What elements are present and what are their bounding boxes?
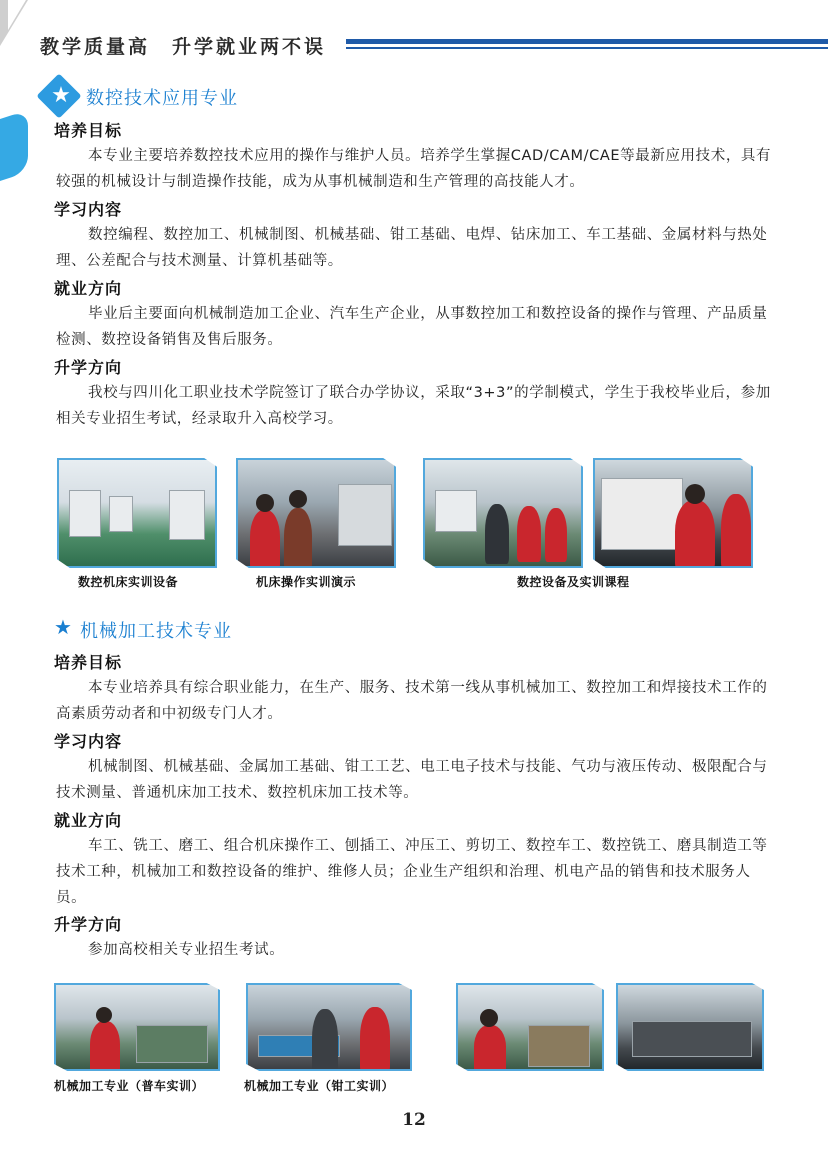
section1-heading-goal: 培养目标: [54, 121, 123, 140]
section1-heading-content: 学习内容: [54, 200, 123, 219]
section2-heading-content: 学习内容: [54, 732, 123, 751]
caption-cnc-equipment: 数控机床实训设备: [78, 575, 179, 589]
section1-title: 数控技术应用专业: [86, 88, 238, 109]
caption-lathe-training: 机械加工专业（普车实训）: [54, 1079, 205, 1093]
photo-workshop-1: [456, 983, 604, 1071]
photo-workshop-2: [616, 983, 764, 1071]
photo-cnc-equipment: [57, 458, 217, 568]
section1-text-further-study: 我校与四川化工职业技术学院签订了联合办学协议，采取“3+3”的学制模式，学生于我校毕业后，参加相关专业招生考试，经录取升入高校学习。: [56, 385, 771, 427]
section2-text-content: 机械制图、机械基础、金属加工基础、钳工工艺、电工电子技术与技能、气功与液压传动、极限配合与技术测量、普通机床加工技术、数控机床加工技术等。: [56, 759, 768, 801]
section1-text-career: 毕业后主要面向机械制造加工企业、汽车生产企业，从事数控加工和数控设备的操作与管理、产品质量检测、数控设备销售及售后服务。: [56, 306, 768, 348]
section2-title: 机械加工技术专业: [80, 621, 232, 642]
header-rule-thin: [346, 47, 828, 49]
caption-cnc-course: 数控设备及实训课程: [517, 575, 630, 589]
section1-heading-further-study: 升学方向: [54, 358, 123, 377]
photo-cnc-course-1: [423, 458, 583, 568]
photo-machine-demo: [236, 458, 396, 568]
section1-text-goal: 本专业主要培养数控技术应用的操作与维护人员。培养学生掌握CAD/CAM/CAE等最新应用技术，具有较强的机械设计与制造操作技能，成为从事机械制造和生产管理的高技能人才。: [56, 148, 772, 190]
section1-heading-career: 就业方向: [54, 279, 123, 298]
caption-machine-demo: 机床操作实训演示: [256, 575, 357, 589]
header-slogan: 教学质量高 升学就业两不误: [40, 36, 327, 58]
section2-heading-further-study: 升学方向: [54, 915, 123, 934]
section2-heading-goal: 培养目标: [54, 653, 123, 672]
photo-fitter-training: [246, 983, 412, 1071]
photo-lathe-training: [54, 983, 220, 1071]
page-number: 12: [402, 1110, 426, 1130]
photo-cnc-course-2: [593, 458, 753, 568]
corner-decoration-inner: [8, 0, 26, 30]
section2-text-goal: 本专业培养具有综合职业能力，在生产、服务、技术第一线从事机械加工、数控加工和焊接技术工作的高素质劳动者和中初级专门人才。: [56, 680, 768, 722]
section2-text-further-study: 参加高校相关专业招生考试。: [88, 942, 285, 958]
side-tab-decoration: [0, 110, 28, 188]
section2-heading-career: 就业方向: [54, 811, 123, 830]
section2-text-career: 车工、铣工、磨工、组合机床操作工、刨插工、冲压工、剪切工、数控车工、数控铣工、磨具制造工等技术工种，机械加工和数控设备的维护、维修人员；企业生产组织和治理、机电产品的销售和技术服务人员。: [56, 838, 768, 906]
caption-fitter-training: 机械加工专业（钳工实训）: [244, 1079, 395, 1093]
header-rule-thick: [346, 39, 828, 44]
star-icon: ★: [54, 615, 72, 639]
star-icon: ★: [51, 83, 71, 108]
section1-text-content: 数控编程、数控加工、机械制图、机械基础、钳工基础、电焊、钻床加工、车工基础、金属材料与热处理、公差配合与技术测量、计算机基础等。: [56, 227, 768, 269]
